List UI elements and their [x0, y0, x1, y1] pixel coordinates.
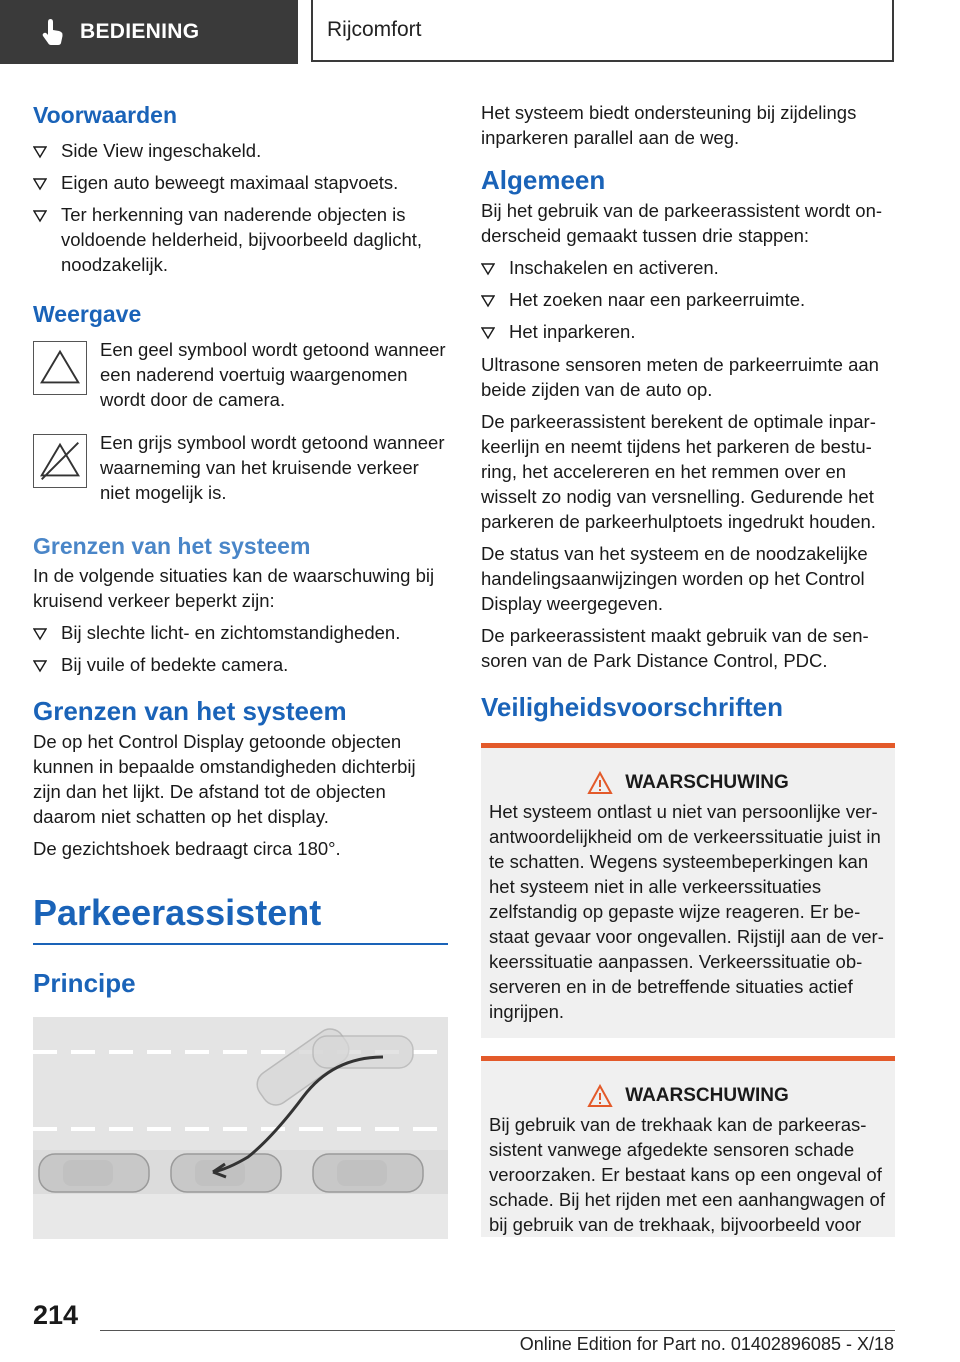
chapter-title: Rijcomfort	[327, 18, 422, 41]
warning-triangle-icon	[33, 341, 87, 395]
left-column	[33, 100, 448, 1245]
list-item	[33, 202, 448, 277]
section-tab[interactable]	[0, 0, 298, 64]
list-item	[481, 255, 895, 280]
warning-box	[481, 743, 895, 1038]
list-item-text: Het zoeken naar een parkeerruimte.	[509, 289, 806, 310]
list-item-text: Eigen auto beweegt maximaal stapvoets.	[61, 172, 399, 193]
warning-title-row	[489, 1083, 887, 1108]
main-heading: Parkeerassistent	[33, 892, 322, 933]
bullet-triangle-icon	[33, 653, 47, 678]
grenzen-intro: In de volgende situaties kan de waarschuwing bij kruisend verkeer beperkt zijn:	[33, 565, 435, 611]
bullet-triangle-icon	[33, 621, 47, 646]
grenzen-heading-2: Grenzen van het systeem	[33, 696, 347, 726]
bullet-triangle-icon	[481, 256, 495, 281]
principe-paragraph: Het systeem biedt ondersteuning bij zijdelings inparkeren parallel aan de weg.	[481, 102, 857, 148]
main-heading-block	[33, 891, 448, 945]
list-item	[33, 620, 448, 645]
algemeen-heading: Algemeen	[481, 165, 606, 195]
bullet-triangle-icon	[481, 288, 495, 313]
list-item-text: Bij slechte licht- en zichtomstandigheden.	[61, 622, 401, 643]
crossed-warning-triangle-icon	[33, 434, 87, 488]
principe-heading: Principe	[33, 968, 136, 998]
symbol-row	[33, 337, 448, 412]
list-item	[33, 138, 448, 163]
symbol-description: Een grijs symbool wordt getoond wanneer waarneming van het kruisende verkeer niet mogelijk is.	[100, 432, 445, 503]
voorwaarden-list	[33, 138, 448, 277]
bullet-triangle-icon	[33, 139, 47, 164]
list-item-text: Ter herkenning van naderende objecten is voldoende helderheid, bijvoorbeeld daglicht, noodzakelijk.	[61, 204, 423, 275]
body-paragraph: De parkeerassistent maakt gebruik van de sensoren van de Park Distance Control, PDC.	[481, 625, 869, 671]
symbol-description: Een geel symbool wordt getoond wanneer een naderend voertuig waargenomen wordt door de camera.	[100, 339, 446, 410]
list-item	[481, 319, 895, 344]
grenzen-heading: Grenzen van het systeem	[33, 533, 311, 559]
page-number: 214	[33, 1300, 79, 1330]
warning-text: Bij gebruik van de trekhaak kan de parkeerassistent vanwege afgedekte sensoren schade veroorzaken. Er bestaat kans op een ongeval of schade. Bij het rijden met een aanhangwagen of bij gebruik van de trekhaak, bijvoorbeeld voor	[489, 1114, 885, 1235]
grenzen-paragraph: De op het Control Display getoonde objecten kunnen in bepaalde omstandigheden dichterbij zijn dan het lijkt. De afstand tot de objecten daarom niet schatten op het display.	[33, 731, 416, 827]
body-paragraph: De status van het systeem en de noodzakelijke handelingsaanwijzingen worden op het Control Display weergegeven.	[481, 543, 868, 614]
bullet-triangle-icon	[481, 320, 495, 345]
symbol-row	[33, 430, 448, 505]
algemeen-intro: Bij het gebruik van de parkeerassistent wordt onderscheid gemaakt tussen drie stappen:	[481, 200, 883, 246]
list-item-text: Side View ingeschakeld.	[61, 140, 262, 161]
grenzen-list	[33, 620, 448, 677]
bullet-triangle-icon	[33, 171, 47, 196]
algemeen-list	[481, 255, 895, 344]
list-item-text: Bij vuile of bedekte camera.	[61, 654, 289, 675]
bullet-triangle-icon	[33, 203, 47, 228]
chapter-header	[311, 0, 894, 62]
list-item	[33, 652, 448, 677]
warning-title-row	[489, 770, 887, 795]
body-paragraph: Ultrasone sensoren meten de parkeerruimte aan beide zijden van de auto op.	[481, 354, 879, 400]
warning-title: WAARSCHUWING	[625, 772, 789, 793]
voorwaarden-heading: Voorwaarden	[33, 102, 177, 128]
warning-icon	[587, 1084, 613, 1108]
weergave-heading: Weergave	[33, 301, 142, 327]
warning-title: WAARSCHUWING	[625, 1085, 789, 1106]
right-column	[481, 100, 895, 1237]
footer-edition: Online Edition for Part no. 01402896085 - X/18	[519, 1334, 894, 1354]
veiligheid-heading: Veiligheidsvoorschriften	[481, 692, 783, 722]
grenzen-paragraph: De gezichtshoek bedraagt circa 180°.	[33, 838, 341, 859]
list-item	[33, 170, 448, 195]
warning-icon	[587, 771, 613, 795]
warning-text: Het systeem ontlast u niet van persoonlijke verantwoordelijkheid om de verkeerssituatie juist in te schatten. Wegens systeembeperkingen kan het systeem niet in alle verkeerssituaties zelfstandig op gepaste wijze reageren. Er bestaat gevaar voor ongevallen. Rijstijl aan de verkeerssituatie aanpassen. Verkeerssituatie observeren en in de betreffende situaties actief ingrijpen.	[489, 801, 884, 1022]
footer-divider	[100, 1330, 895, 1331]
hand-pointer-icon	[38, 17, 68, 47]
list-item	[481, 287, 895, 312]
section-tab-label: BEDIENING	[80, 20, 200, 43]
list-item-text: Het inparkeren.	[509, 321, 636, 342]
warning-box	[481, 1056, 895, 1237]
list-item-text: Inschakelen en activeren.	[509, 257, 719, 278]
body-paragraph: De parkeerassistent berekent de optimale inparkeerlijn en neemt tijdens het parkeren de besturing, het accelereren en het remmen over en wisselt zo nodig van versnelling. Gedurende het parkeren de parkeerhulptoets ingedrukt houden.	[481, 411, 876, 532]
parking-illustration	[33, 1017, 448, 1239]
